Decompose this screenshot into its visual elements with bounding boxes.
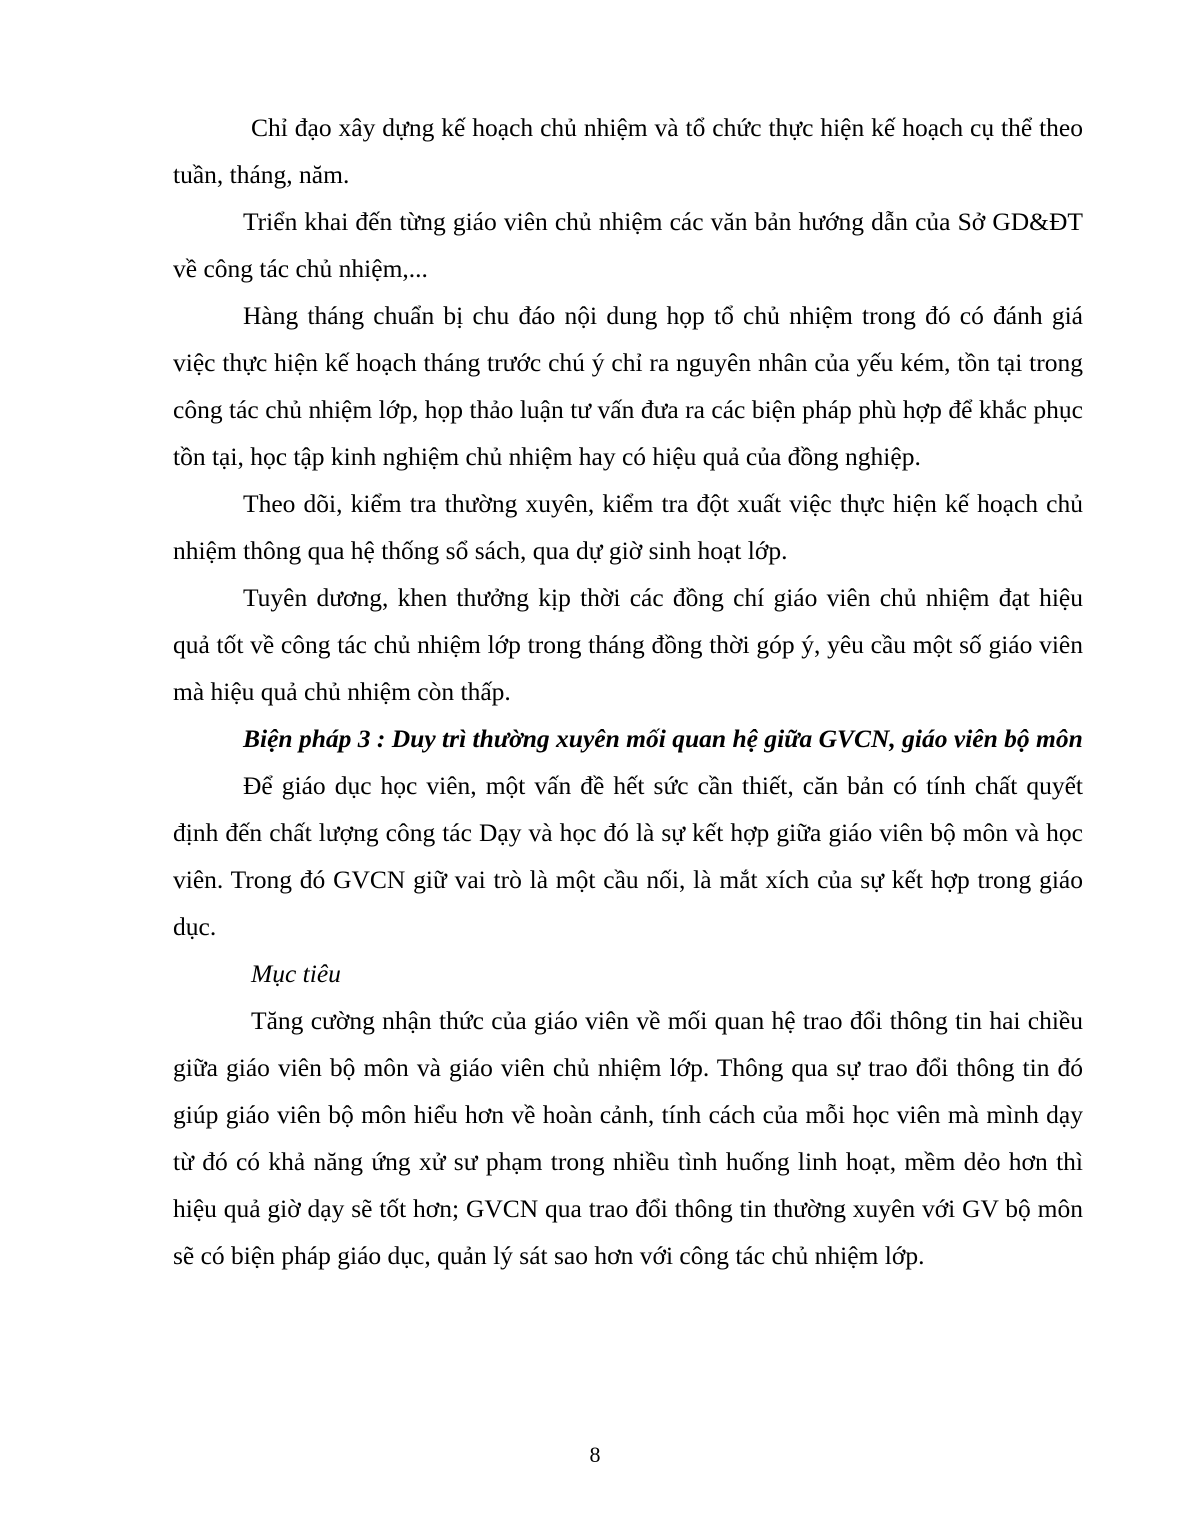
paragraph-objective-detail: Tăng cường nhận thức của giáo viên về mối quan hệ trao đổi thông tin hai chiều giữa giáo viên bộ môn và giáo viên chủ nhiệm lớp. Thông qua sự trao đổi thông tin đó giúp giáo viên bộ môn hiểu hơn về hoàn cảnh, tính cách của mỗi học viên mà mình dạy từ đó có khả năng ứng xử sư phạm trong nhiều tình huống linh hoạt, mềm dẻo hơn thì hiệu quả giờ dạy sẽ tốt hơn; GVCN qua trao đổi thông tin thường xuyên với GV bộ môn sẽ có biện pháp giáo dục, quản lý sát sao hơn với công tác chủ nhiệm lớp. [173,1006,1083,1270]
subheading-objective: Mục tiêu [251,959,341,988]
paragraph-monthly-meeting: Hàng tháng chuẩn bị chu đáo nội dung họp tổ chủ nhiệm trong đó có đánh giá việc thực hiện kế hoạch tháng trước chú ý chỉ ra nguyên nhân của yếu kém, tồn tại trong công tác chủ nhiệm lớp, họp thảo luận tư vấn đưa ra các biện pháp phù hợp để khắc phục tồn tại, học tập kinh nghiệm chủ nhiệm hay có hiệu quả của đồng nghiệp. [173,301,1083,471]
section-heading: Biện pháp 3 : Duy trì thường xuyên mối quan hệ giữa GVCN, giáo viên bộ môn [243,724,1083,753]
paragraph-education-coordination: Để giáo dục học viên, một vấn đề hết sức cần thiết, căn bản có tính chất quyết định đến chất lượng công tác Dạy và học đó là sự kết hợp giữa giáo viên bộ môn và học viên. Trong đó GVCN giữ vai trò là một cầu nối, là mắt xích của sự kết hợp trong giáo dục. [173,771,1083,941]
paragraph-monitoring: Theo dõi, kiểm tra thường xuyên, kiểm tra đột xuất việc thực hiện kế hoạch chủ nhiệm thông qua hệ thống sổ sách, qua dự giờ sinh hoạt lớp. [173,489,1083,565]
paragraph-deploy-guidance: Triển khai đến từng giáo viên chủ nhiệm các văn bản hướng dẫn của Sở GD&ĐT về công tác chủ nhiệm,... [173,207,1083,283]
paragraph-commendation: Tuyên dương, khen thưởng kịp thời các đồng chí giáo viên chủ nhiệm đạt hiệu quả tốt về công tác chủ nhiệm lớp trong tháng đồng thời góp ý, yêu cầu một số giáo viên mà hiệu quả chủ nhiệm còn thấp. [173,583,1083,706]
paragraph-plan-direction: Chỉ đạo xây dựng kế hoạch chủ nhiệm và tổ chức thực hiện kế hoạch cụ thể theo tuần, tháng, năm. [173,113,1083,189]
document-body [173,104,1083,1279]
page-number: 8 [589,1442,601,1467]
